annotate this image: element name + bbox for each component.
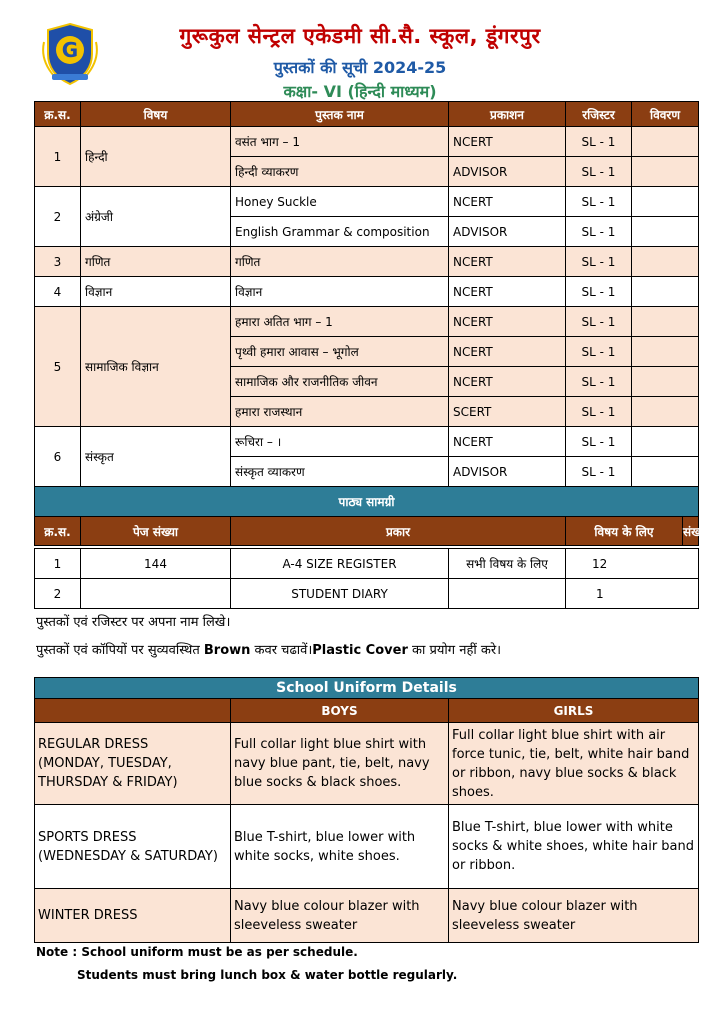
- book-publisher: NCERT: [449, 247, 566, 277]
- table-row: [35, 805, 699, 889]
- book-register: SL - 1: [566, 187, 632, 217]
- subject-sn: 4: [35, 277, 81, 307]
- col-header-publisher: प्रकाशन: [449, 102, 566, 127]
- uniform-header-row: [35, 699, 699, 723]
- book-name: हिन्दी व्याकरण: [231, 157, 449, 187]
- book-details: [632, 367, 699, 397]
- book-details: [632, 337, 699, 367]
- books-table: [34, 101, 709, 546]
- book-details: [632, 187, 699, 217]
- books-header-row: [35, 102, 699, 127]
- uniform-title: School Uniform Details: [35, 678, 699, 699]
- book-list-title: पुस्तकों की सूची 2024-25: [273, 58, 447, 77]
- book-details: [632, 457, 699, 487]
- dress-type: [35, 805, 231, 889]
- book-name: पृथ्वी हमारा आवास – भूगोल: [231, 337, 449, 367]
- mat-header-sn: क्र.स.: [35, 517, 81, 546]
- book-register: SL - 1: [566, 217, 632, 247]
- col-header-sn: क्र.स.: [35, 102, 81, 127]
- book-register: SL - 1: [566, 397, 632, 427]
- book-register: SL - 1: [566, 337, 632, 367]
- col-header-book-name: पुस्तक नाम: [231, 102, 449, 127]
- uniform-schedule-note: Note : School uniform must be as per schedule.: [36, 945, 358, 959]
- table-row: [35, 277, 699, 307]
- dress-type-line: (MONDAY, TUESDAY,: [38, 756, 172, 771]
- dress-type-line: SPORTS DRESS: [38, 829, 137, 845]
- book-name: विज्ञान: [231, 277, 449, 307]
- subject-name: संस्कृत: [81, 427, 231, 487]
- book-register: SL - 1: [566, 367, 632, 397]
- subject-sn: 3: [35, 247, 81, 277]
- subject-name: सामाजिक विज्ञान: [81, 307, 231, 427]
- uniform-title-row: [35, 678, 699, 699]
- girls-uniform: Full collar light blue shirt with air force tunic, tie, belt, white hair band or ribbon, navy blue socks & black shoes.: [449, 723, 699, 805]
- uniform-header-girls: GIRLS: [449, 699, 699, 723]
- uniform-table: [34, 677, 699, 943]
- book-details: [632, 427, 699, 457]
- uniform-header-blank: [35, 699, 231, 723]
- material-for-subject: [449, 579, 566, 609]
- book-publisher: SCERT: [449, 397, 566, 427]
- book-register: SL - 1: [566, 157, 632, 187]
- note-cover: [36, 640, 501, 658]
- book-publisher: NCERT: [449, 427, 566, 457]
- table-row: [35, 427, 699, 457]
- dress-type-line: WINTER DRESS: [38, 908, 138, 923]
- book-name: हमारा अतित भाग – 1: [231, 307, 449, 337]
- girls-uniform: Navy blue colour blazer with sleeveless sweater: [449, 889, 699, 943]
- boys-uniform: Navy blue colour blazer with sleeveless sweater: [231, 889, 449, 943]
- mat-header-for-subject-cell: विषय के लिए: [566, 517, 683, 545]
- note-cover-brown: Brown: [203, 643, 251, 658]
- book-details: [632, 277, 699, 307]
- materials-table: [34, 548, 699, 609]
- mat-header-pages: पेज संख्या: [81, 517, 231, 546]
- subject-name: अंग्रेजी: [81, 187, 231, 247]
- table-row: [35, 127, 699, 157]
- material-for-subject: सभी विषय के लिए: [449, 549, 566, 579]
- table-row: [35, 549, 699, 579]
- table-row: [35, 187, 699, 217]
- book-publisher: NCERT: [449, 187, 566, 217]
- book-details: [632, 397, 699, 427]
- subject-name: विज्ञान: [81, 277, 231, 307]
- boys-uniform: Blue T-shirt, blue lower with white socks, white shoes.: [231, 805, 449, 889]
- material-qty: 1: [566, 579, 699, 609]
- col-header-subject: विषय: [81, 102, 231, 127]
- book-register: SL - 1: [566, 247, 632, 277]
- book-register: SL - 1: [566, 277, 632, 307]
- book-register: SL - 1: [566, 307, 632, 337]
- boys-uniform: Full collar light blue shirt with navy blue pant, tie, belt, navy blue socks & black shoes.: [231, 723, 449, 805]
- book-name: सामाजिक और राजनीतिक जीवन: [231, 367, 449, 397]
- dress-type: [35, 889, 231, 943]
- book-name: English Grammar & composition: [231, 217, 449, 247]
- col-header-register: रजिस्टर: [566, 102, 632, 127]
- book-publisher: NCERT: [449, 367, 566, 397]
- note-name-on-books: पुस्तकों एवं रजिस्टर पर अपना नाम लिखे।: [36, 615, 231, 630]
- book-register: SL - 1: [566, 427, 632, 457]
- book-publisher: ADVISOR: [449, 157, 566, 187]
- note-cover-part-c: कवर चढावें।: [250, 643, 313, 658]
- material-pages: 144: [81, 549, 231, 579]
- note-cover-part-e: का प्रयोग नहीं करे।: [407, 643, 502, 658]
- material-type: STUDENT DIARY: [231, 579, 449, 609]
- book-name: हमारा राजस्थान: [231, 397, 449, 427]
- subject-sn: 1: [35, 127, 81, 187]
- dress-type-line: (WEDNESDAY & SATURDAY): [38, 848, 218, 864]
- dress-type-line: REGULAR DRESS: [38, 737, 149, 752]
- book-publisher: ADVISOR: [449, 457, 566, 487]
- materials-title: पाठ्य सामग्री: [35, 487, 699, 517]
- logo-letter: G: [61, 38, 79, 62]
- materials-title-row: [35, 487, 699, 517]
- subject-sn: 6: [35, 427, 81, 487]
- girls-uniform: Blue T-shirt, blue lower with white socks & white shoes, white hair band or ribbon.: [449, 805, 699, 889]
- note-cover-part-a: पुस्तकों एवं कॉपियों पर सुव्यवस्थित: [36, 643, 204, 658]
- book-details: [632, 127, 699, 157]
- subject-name: हिन्दी: [81, 127, 231, 187]
- book-name: रूचिरा – ।: [231, 427, 449, 457]
- table-row: [35, 889, 699, 943]
- book-publisher: NCERT: [449, 127, 566, 157]
- school-name: गुरूकुल सेन्ट्रल एकेडमी सी.सै. स्कूल, डूंगरपुर: [179, 24, 541, 48]
- note-cover-plastic: Plastic Cover: [312, 643, 408, 658]
- materials-header-row: [35, 517, 699, 546]
- material-sn: 1: [35, 549, 81, 579]
- table-row: [35, 307, 699, 337]
- table-row: [35, 579, 699, 609]
- book-name: गणित: [231, 247, 449, 277]
- book-register: SL - 1: [566, 457, 632, 487]
- material-pages: [81, 579, 231, 609]
- lunch-box-note: Students must bring lunch box & water bottle regularly.: [77, 968, 458, 982]
- book-details: [632, 157, 699, 187]
- book-details: [632, 307, 699, 337]
- book-name: Honey Suckle: [231, 187, 449, 217]
- page-header: [0, 0, 724, 100]
- book-register: SL - 1: [566, 127, 632, 157]
- book-name: संस्कृत व्याकरण: [231, 457, 449, 487]
- book-publisher: NCERT: [449, 307, 566, 337]
- uniform-header-boys: BOYS: [231, 699, 449, 723]
- book-name: वसंत भाग – 1: [231, 127, 449, 157]
- subject-sn: 5: [35, 307, 81, 427]
- dress-type: [35, 723, 231, 805]
- material-sn: 2: [35, 579, 81, 609]
- book-details: [632, 217, 699, 247]
- book-publisher: NCERT: [449, 277, 566, 307]
- table-row: [35, 723, 699, 805]
- subject-name: गणित: [81, 247, 231, 277]
- material-qty: 12: [566, 549, 699, 579]
- book-publisher: ADVISOR: [449, 217, 566, 247]
- mat-header-qty: संख्या: [683, 524, 709, 539]
- material-type: A-4 SIZE REGISTER: [231, 549, 449, 579]
- class-label: कक्षा- VI (हिन्दी माध्यम): [283, 82, 437, 101]
- school-logo-icon: [40, 20, 100, 88]
- book-publisher: NCERT: [449, 337, 566, 367]
- col-header-details: विवरण: [632, 102, 699, 127]
- mat-header-group: [566, 517, 709, 546]
- book-details: [632, 247, 699, 277]
- subject-sn: 2: [35, 187, 81, 247]
- dress-type-line: THURSDAY & FRIDAY): [38, 775, 178, 790]
- table-row: [35, 247, 699, 277]
- mat-header-type: प्रकार: [231, 517, 566, 546]
